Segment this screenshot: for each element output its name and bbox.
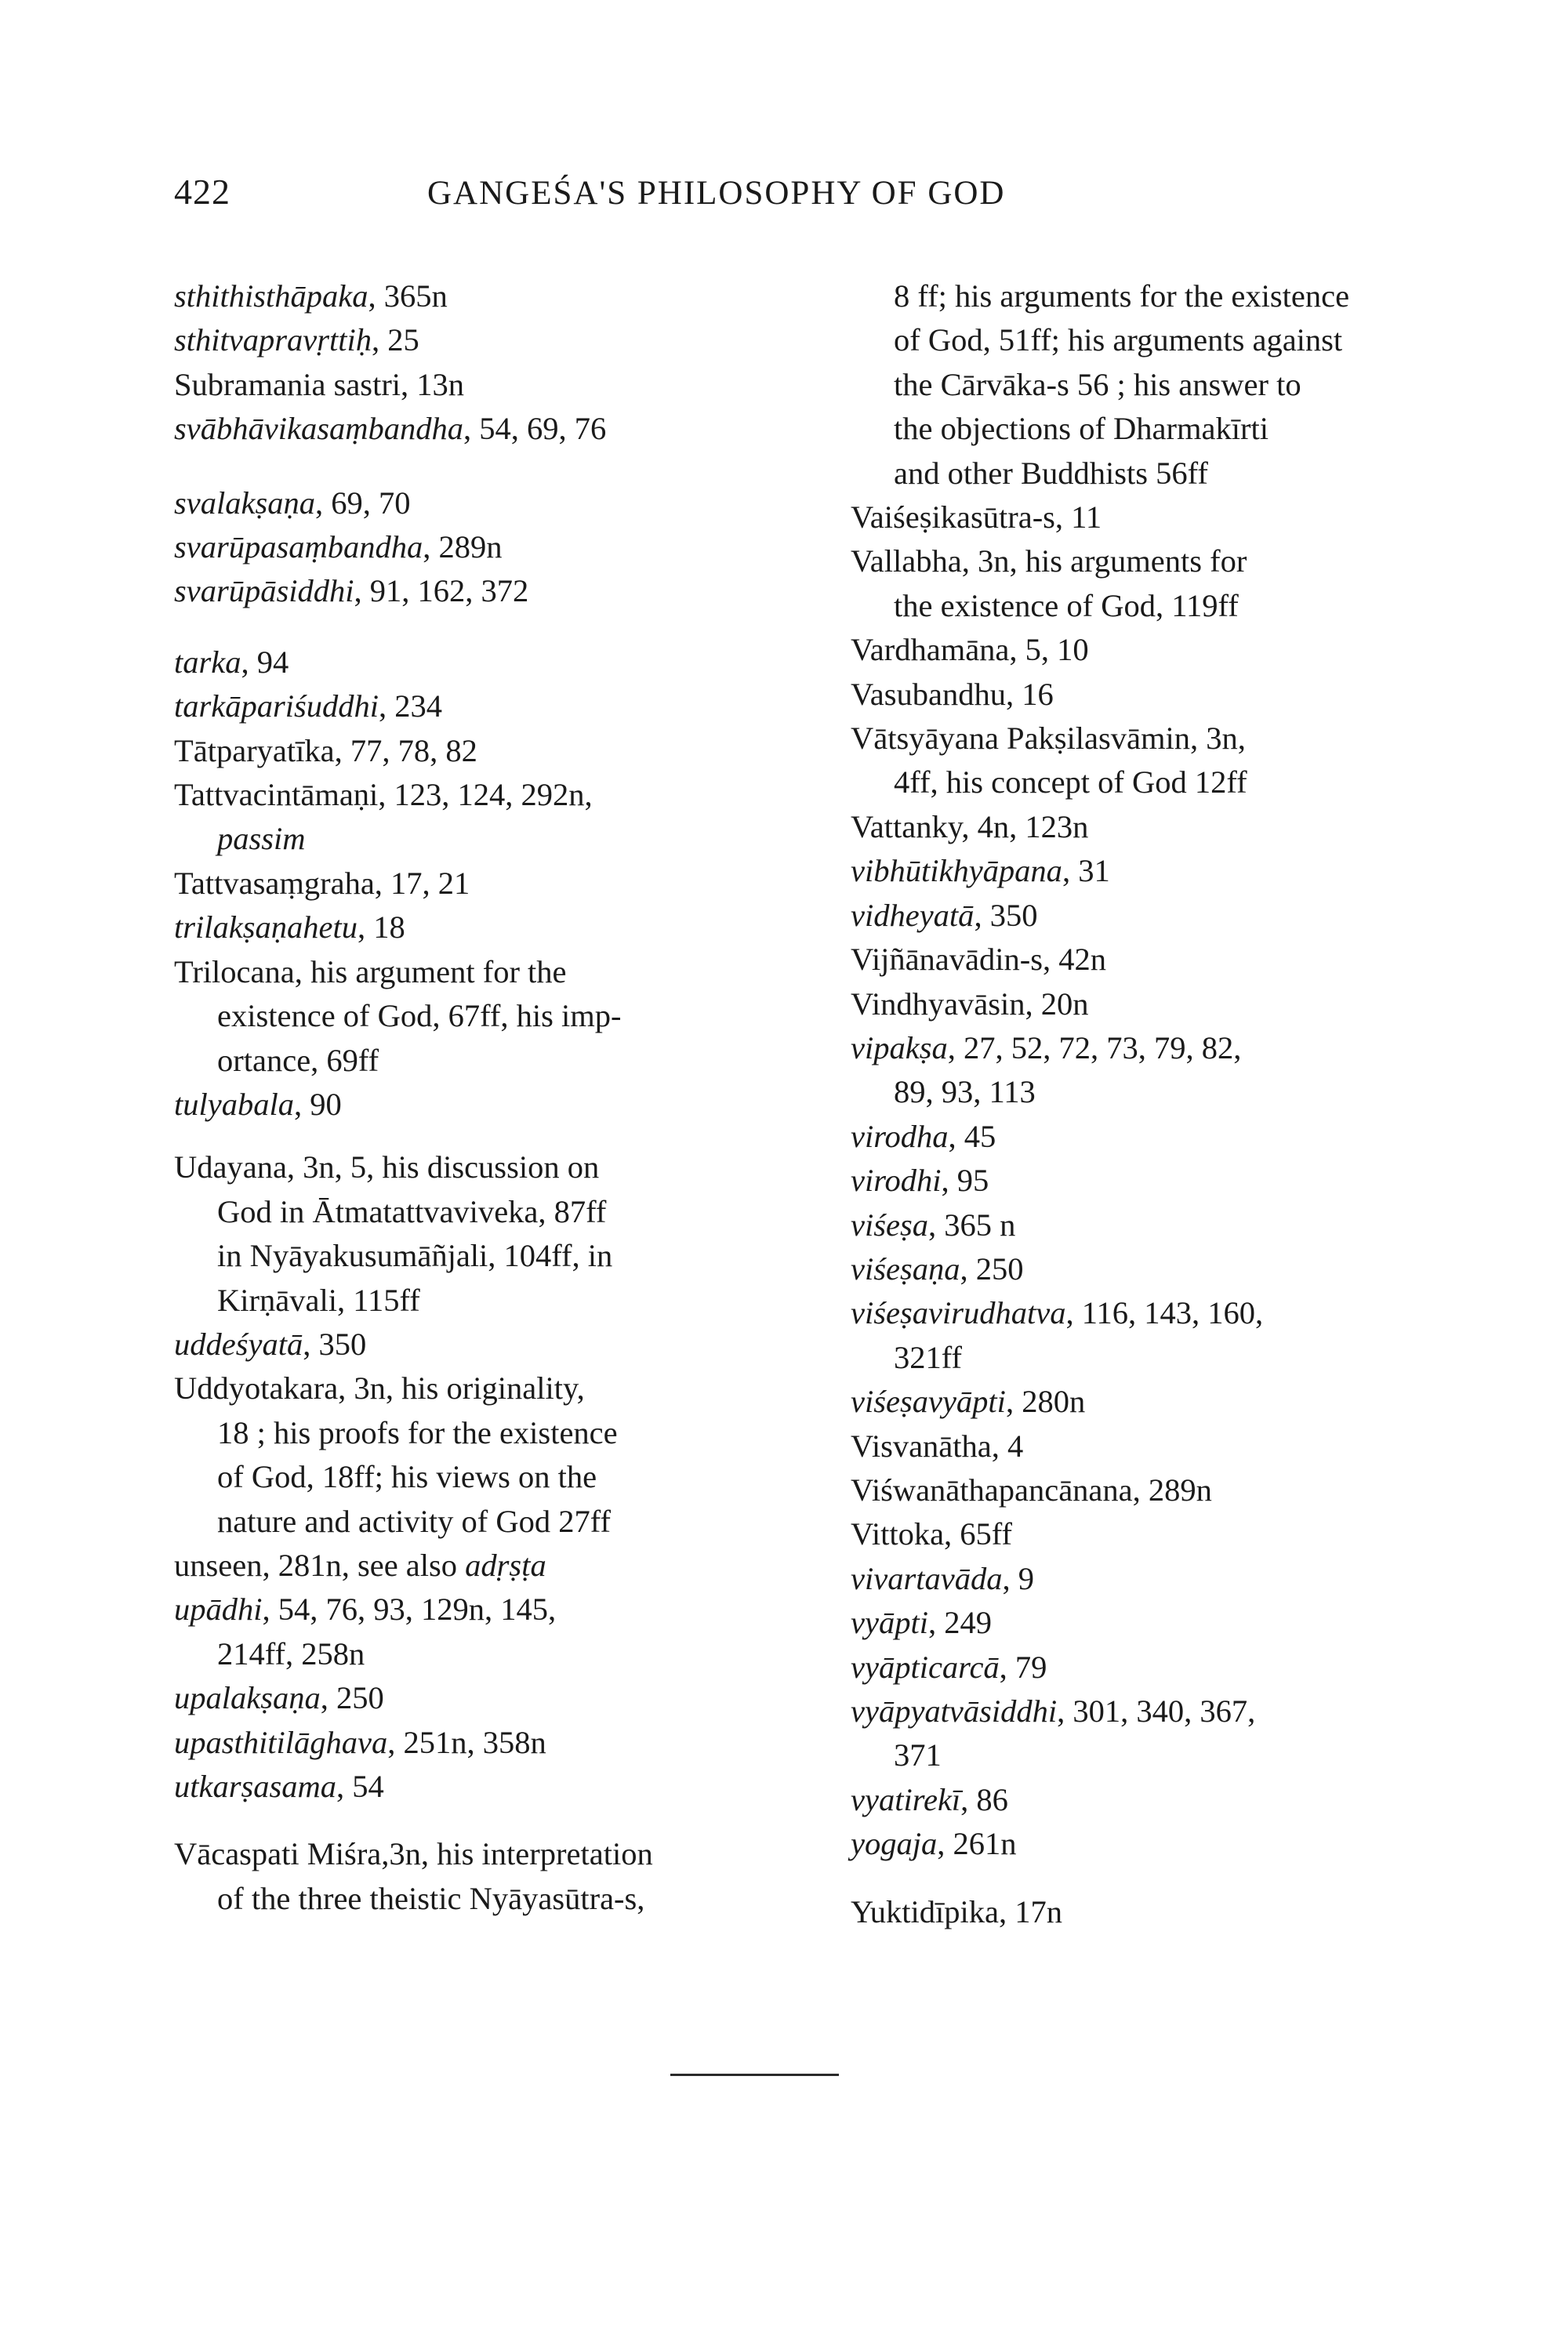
index-entry-line: Vindhyavāsin, 20n [851,985,1089,1022]
index-entry [174,862,786,906]
index-entry-line: viśeṣaṇa, 250 [851,1250,1024,1287]
index-entry-line: Udayana, 3n, 5, his discussion on [174,1149,600,1185]
index-entry [851,1601,1446,1645]
index-entry-line: uddeśyatā, 350 [174,1326,367,1362]
index-entry [851,982,1446,1026]
index-entry-line: svalakṣaṇa, 69, 70 [174,485,411,521]
index-entry-continuation: Kirṇāvali, 115ff [217,1282,420,1318]
index-entry [174,773,786,862]
index-entry-line: Vittoka, 65ff [851,1516,1013,1552]
index-column-right [851,274,1446,1934]
index-entry-line: Vaiśeṣikasūtra-s, 11 [851,499,1102,535]
index-entry-continuation: 371 [894,1737,942,1773]
index-entry-continuation: 89, 93, 113 [894,1074,1036,1110]
index-entry [174,906,786,949]
index-entry-continuation: in Nyāyakusumāñjali, 104ff, in [217,1238,613,1274]
index-entry-continuation: the objections of Dharmakīrti [894,411,1269,447]
index-entry [851,495,1446,539]
index-entry-line: vyāpyatvāsiddhi, 301, 340, 367, [851,1693,1256,1729]
index-entry [851,274,1446,495]
index-entry-line: tulyabala, 90 [174,1086,342,1122]
index-entry-continuation: ortance, 69ff [217,1042,379,1078]
index-entry-line: Vallabha, 3n, his arguments for [851,543,1247,579]
entry-gap [174,452,786,481]
index-entry-continuation: of the three theistic Nyāyasūtra-s, [217,1880,645,1916]
index-entry-line: Uddyotakara, 3n, his originality, [174,1370,585,1406]
index-entry-line: virodha, 45 [851,1118,996,1154]
index-entry [174,1588,786,1676]
index-entry [851,1512,1446,1556]
index-entry-continuation: existence of God, 67ff, his imp- [217,998,622,1034]
index-entry-line: upādhi, 54, 76, 93, 129n, 145, [174,1592,557,1628]
index-entry [851,628,1446,672]
page-number: 422 [174,172,230,212]
index-entry-line: svarūpāsiddhi, 91, 162, 372 [174,573,529,609]
index-entry-line: unseen, 281n, see also adṛṣṭa [174,1547,546,1583]
index-entry [174,1721,786,1765]
index-entry [851,894,1446,938]
index-entry-continuation: of God, 18ff; his views on the [217,1459,597,1495]
index-entry-continuation: 321ff [894,1339,962,1375]
index-entry-continuation: of God, 51ff; his arguments against [894,322,1343,358]
index-entry [851,1646,1446,1690]
index-entry-continuation: 214ff, 258n [217,1635,365,1671]
index-entry-line: Tattvasaṃgraha, 17, 21 [174,865,470,901]
index-entry [851,1026,1446,1115]
index-entry-line: sthithisthāpaka, 365n [174,278,448,314]
index-entry [174,407,786,451]
index-entry-continuation: God in Ātmatattvaviveka, 87ff [217,1193,607,1229]
index-entry-line: Vijñānavādin-s, 42n [851,942,1106,978]
index-entry [174,641,786,684]
index-entry-line: Vattanky, 4n, 123n [851,808,1089,844]
index-entry [174,363,786,407]
index-entry-line: Visvanātha, 4 [851,1428,1024,1464]
index-entry-line: trilakṣaṇahetu, 18 [174,909,405,946]
index-entry [851,1159,1446,1203]
index-entry-line: viśeṣavirudhatva, 116, 143, 160, [851,1295,1264,1331]
index-entry [851,1890,1446,1934]
index-entry-line: Yuktidīpika, 17n [851,1893,1062,1929]
index-entry [174,1676,786,1720]
index-entry-line: upasthitilāghava, 251n, 358n [174,1724,546,1760]
index-entry [851,1468,1446,1512]
index-entry [174,1145,786,1323]
index-entry-line: Vardhamāna, 5, 10 [851,632,1089,668]
index-entry-line: Viśwanāthapancānana, 289n [851,1472,1212,1508]
index-entry [851,1380,1446,1424]
index-entry-line: upalakṣaṇa, 250 [174,1680,384,1716]
index-entry [174,1083,786,1127]
index-entry-continuation: 18 ; his proofs for the existence [217,1414,618,1450]
index-entry-line: vibhūtikhyāpana, 31 [851,853,1110,889]
index-entry [851,673,1446,717]
index-entry [174,318,786,362]
index-entry-line: vyāpti, 249 [851,1605,992,1641]
index-entry-line: tarkāpariśuddhi, 234 [174,688,443,724]
index-entry [174,525,786,569]
index-entry-line: Vācaspati Miśra,3n, his interpretation [174,1836,653,1872]
index-entry-continuation: nature and activity of God 27ff [217,1503,611,1539]
index-entry-line: vipakṣa, 27, 52, 72, 73, 79, 82, [851,1029,1242,1065]
index-entry-line: Vātsyāyana Pakṣilasvāmin, 3n, [851,720,1246,757]
index-entry-line: svābhāvikasaṃbandha, 54, 69, 76 [174,411,607,447]
index-entry [174,274,786,318]
index-entry-line: tarka, 94 [174,644,289,680]
index-entry-line: vivartavāda, 9 [851,1560,1034,1596]
index-entry [851,1291,1446,1380]
index-entry-line: viśeṣavyāpti, 280n [851,1384,1086,1420]
index-entry [174,1765,786,1809]
index-entry [851,1115,1446,1159]
index-entry-line: Vasubandhu, 16 [851,676,1054,712]
index-entry [851,539,1446,628]
entry-gap [174,614,786,641]
index-entry [174,1832,786,1921]
index-entry-line: Trilocana, his argument for the [174,953,567,989]
index-entry [174,1367,786,1544]
index-entry-continuation: and other Buddhists 56ff [894,455,1208,491]
index-entry [174,950,786,1083]
index-entry [851,1778,1446,1822]
index-entry-continuation: 4ff, his concept of God 12ff [894,764,1247,800]
index-entry [851,1690,1446,1778]
index-entry-line: vidheyatā, 350 [851,897,1038,933]
entry-gap [174,1809,786,1832]
index-entry [851,849,1446,893]
index-entry-line: vyāpticarcā, 79 [851,1649,1047,1685]
index-entry [851,717,1446,805]
index-entry-line: sthitvapravṛttiḥ, 25 [174,322,419,358]
index-entry-line: utkarṣasama, 54 [174,1769,384,1804]
index-entry [174,684,786,728]
index-entry-line: Tātparyatīka, 77, 78, 82 [174,732,477,768]
index-entry [174,481,786,525]
entry-gap [174,1127,786,1145]
index-entry-continuation: passim [217,821,306,857]
index-entry [174,1323,786,1367]
running-head-title: GANGEŚA'S PHILOSOPHY OF GOD [427,175,1006,212]
index-entry-line: svarūpasaṃbandha, 289n [174,529,503,565]
index-entry [174,729,786,773]
index-entry [851,1247,1446,1291]
index-column-left [174,274,786,1921]
index-entry-line: yogaja, 261n [851,1826,1017,1862]
index-entry [851,1203,1446,1247]
index-entry-continuation: the Cārvāka-s 56 ; his answer to [894,366,1301,402]
index-entry-line: Tattvacintāmaṇi, 123, 124, 292n, [174,777,593,813]
footer-rule [670,2074,839,2076]
index-entry-continuation: the existence of God, 119ff [894,587,1239,623]
index-entry-line: 8 ff; his arguments for the existence [894,278,1350,314]
entry-gap [851,1867,1446,1890]
index-entry-line: Subramania sastri, 13n [174,366,465,402]
index-entry [851,1425,1446,1468]
index-entry [851,805,1446,849]
index-entry [851,938,1446,982]
index-entry-line: viśeṣa, 365 n [851,1207,1016,1243]
index-entry [851,1822,1446,1866]
index-entry [174,569,786,613]
index-entry [174,1544,786,1588]
index-entry-line: virodhi, 95 [851,1163,989,1199]
index-entry [851,1557,1446,1601]
index-entry-line: vyatirekī, 86 [851,1781,1008,1817]
